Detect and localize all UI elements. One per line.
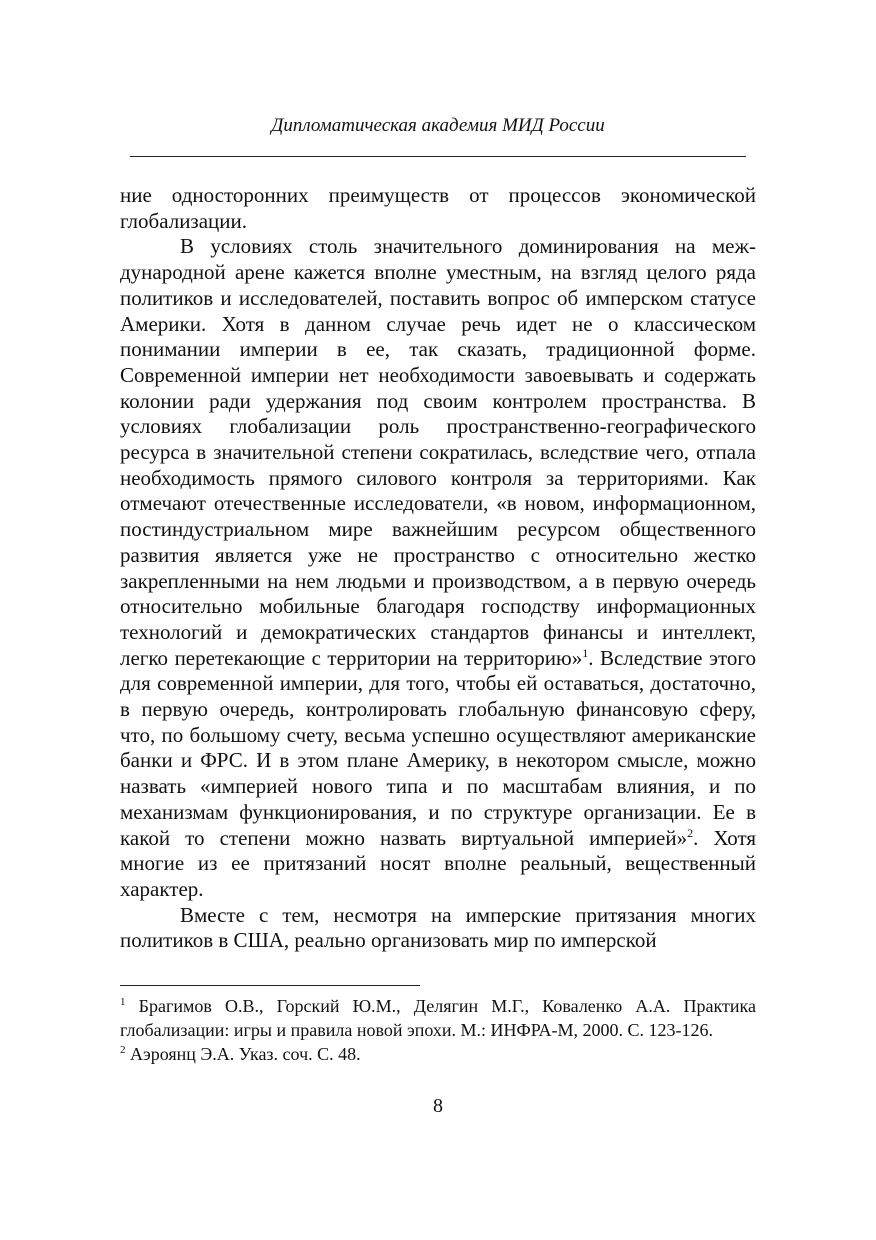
main-text: [120, 183, 756, 954]
footnote-2: [120, 1042, 756, 1066]
paragraph-3: Вместе с тем, несмотря на имперские притязания многих политиков в США, реально организовать мир по имперской: [120, 902, 756, 953]
footnote-1-number: 1: [120, 996, 126, 1008]
paragraph-1: ние односторонних преимуществ от процессов экономической глобализации.: [120, 183, 756, 233]
header-rule: [130, 156, 746, 157]
paragraph-2-part-1: В условиях столь значительного доминирования на международной арене кажется вполне уместным, на взгляд целого ряда политиков и исследователей, поставить вопрос об имперском статусе Америки. Хотя в данном случае речь идет не о классическом понимании империи в ее, так сказать, традиционной форме. Современной империи нет необходимости завоевывать и содержать колонии ради удержания под своим контролем пространства. В условиях глобализации роль пространственно-географического ресурса в значительной степени сократилась, вследствие чего, отпала необходимость прямого силового контроля за территориями. Как отмечают отечественные исследователи, «в новом, информационном, постиндустриальном мире важнейшим ресурсом общественного развития является уже не пространство с относительно жестко закрепленными на нем людьми и производством, а в первую очередь относительно мобильные благодаря господству информационных технологий и демократических стандартов финансы и интеллект, легко перетекающие с территории на территорию»: [120, 234, 756, 670]
footnote-ref-2[interactable]: 2: [687, 825, 694, 840]
running-header: Дипломатическая академия МИД России: [271, 115, 605, 136]
paragraph-2-part-2: . Вследствие этого для современной империи, для того, чтобы ей оставаться, достаточно, в первую очередь, контролировать глобальную финансовую сферу, что, по большому счету, весьма успешно осуществляют американские банки и ФРС. И в этом плане Америку, в некотором смысле, можно назвать «империей нового типа и по масштабам влияния, и по механизмам функционирования, и по структуре организации. Ее в какой то степени можно назвать виртуальной империей»: [120, 645, 757, 850]
footnote-2-number: 2: [120, 1044, 126, 1056]
paragraph-2: [120, 234, 756, 902]
footnote-2-text: Аэроянц Э.А. Указ. соч. С. 48.: [130, 1044, 361, 1064]
footnote-ref-1[interactable]: 1: [582, 645, 589, 660]
footnote-1: [120, 994, 756, 1042]
footnote-1-text: Брагимов О.В., Горский Ю.М., Делягин М.Г., Коваленко А.А. Практика глобализации: игры и правила новой эпохи. М.: ИНФРА-М, 2000. С. 123-126.: [120, 996, 756, 1040]
page-number: 8: [433, 1095, 443, 1117]
paragraph-2-part-3: . Хотя многие из ее притязаний носят вполне реальный, вещественный характер.: [120, 825, 756, 901]
footnotes: [120, 994, 756, 1066]
footnote-separator: [120, 985, 420, 986]
